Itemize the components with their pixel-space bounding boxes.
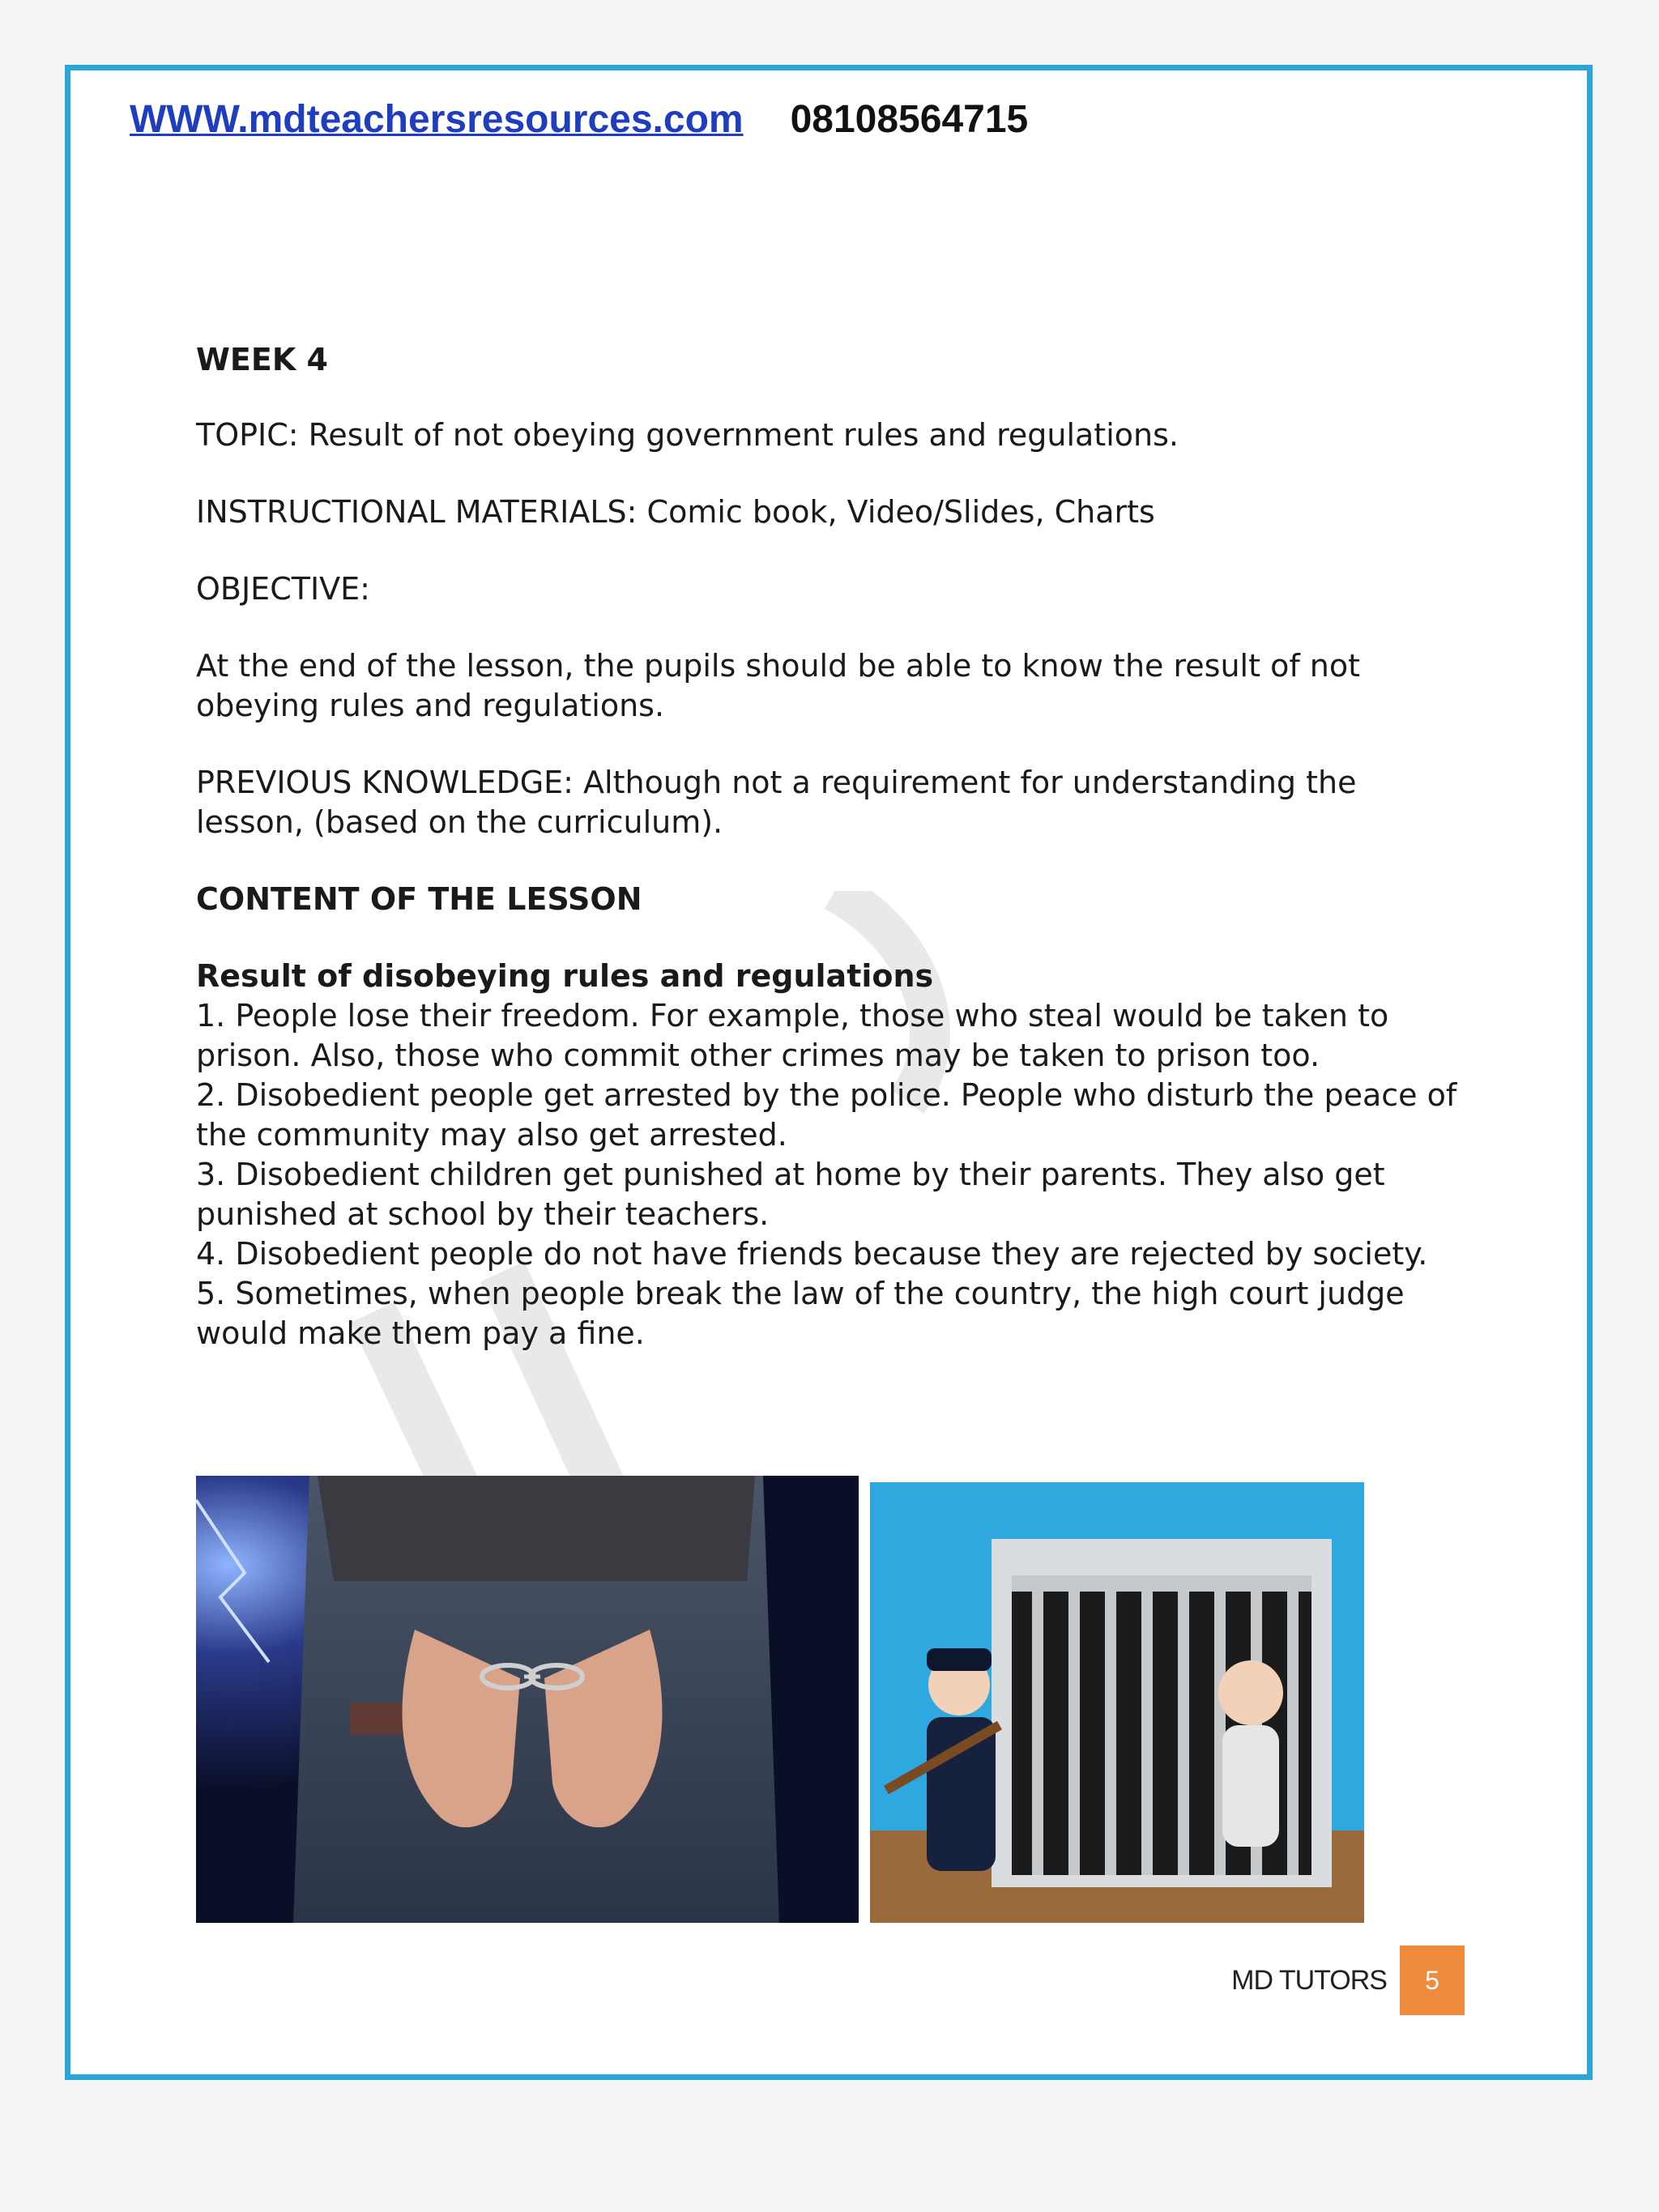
- handcuffed-hands-photo: [196, 1476, 859, 1923]
- section-title: Result of disobeying rules and regulations: [196, 958, 934, 994]
- materials-line: INSTRUCTIONAL MATERIALS: Comic book, Video/Slides, Charts: [196, 494, 1155, 530]
- lesson-images: [196, 1476, 1364, 1923]
- list-item: 3. Disobedient children get punished at home by their parents. They also get punished at school by their teachers.: [196, 1157, 1385, 1232]
- phone-number: 08108564715: [790, 98, 1029, 141]
- footer-brand: MD TUTORS: [1231, 1964, 1387, 1996]
- list-item: 2. Disobedient people get arrested by the police. People who disturb the peace of the community may also get arrested.: [196, 1077, 1457, 1153]
- objective-text: At the end of the lesson, the pupils should be able to know the result of not obeying rules and regulations.: [196, 648, 1361, 723]
- list-item: 5. Sometimes, when people break the law of the country, the high court judge would make them pay a fine.: [196, 1276, 1405, 1351]
- page-number-badge: 5: [1400, 1946, 1465, 2015]
- week-heading: WEEK 4: [196, 342, 328, 377]
- topic-line: TOPIC: Result of not obeying government rules and regulations.: [196, 417, 1179, 453]
- police-and-prisoner-cartoon: [870, 1482, 1364, 1923]
- page-footer: [1231, 1946, 1465, 2015]
- page-header: [130, 97, 1028, 142]
- website-link[interactable]: WWW.mdteachersresources.com: [130, 98, 744, 141]
- list-item: 4. Disobedient people do not have friends because they are rejected by society.: [196, 1236, 1428, 1272]
- previous-knowledge: PREVIOUS KNOWLEDGE: Although not a requirement for understanding the lesson, (based on the curriculum).: [196, 765, 1357, 840]
- list-item: 1. People lose their freedom. For example, those who steal would be taken to prison. Also, those who commit other crimes may be taken to prison too.: [196, 998, 1389, 1073]
- content-heading: CONTENT OF THE LESSON: [196, 881, 642, 917]
- objective-label: OBJECTIVE:: [196, 571, 370, 607]
- lesson-content: [196, 340, 1460, 1353]
